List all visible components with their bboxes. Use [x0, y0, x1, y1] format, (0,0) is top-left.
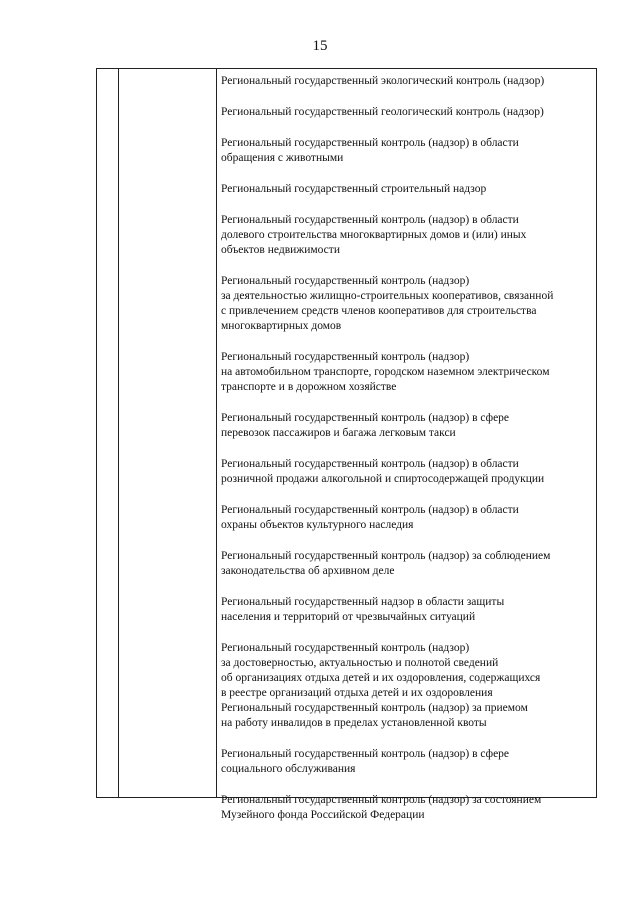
control-type-item: Региональный государственный экологический контроль (надзор) [221, 75, 545, 87]
control-type-item: Региональный государственный надзор в области защиты населения и территорий от чрезвычайных ситуаций [221, 596, 505, 623]
column-divider-2 [216, 69, 217, 797]
control-type-item: Региональный государственный контроль (надзор) в сфере социального обслуживания [221, 748, 510, 775]
control-type-item: Региональный государственный контроль (надзор) на автомобильном транспорте, городском наземном электрическом транспорте и в дорожном хозяйстве [221, 351, 550, 393]
control-types-table [96, 68, 597, 821]
control-type-item: Региональный государственный контроль (надзор) за соблюдением законодательства об архивном деле [221, 550, 551, 577]
column-divider-1 [118, 69, 119, 797]
control-type-item: Региональный государственный контроль (надзор) в области долевого строительства многоквартирных домов и (или) иных объектов недвижимости [221, 214, 527, 256]
control-type-item: Региональный государственный контроль (надзор) за деятельностью жилищно-строительных кооперативов, связанной с привлечением средств членов кооперативов для строительства многоквартирных домов [221, 275, 554, 332]
control-type-item: Региональный государственный геологический контроль (надзор) [221, 106, 544, 118]
control-type-item: Региональный государственный контроль (надзор) в сфере перевозок пассажиров и багажа легковым такси [221, 412, 510, 439]
table-cell-control-types [221, 74, 593, 839]
control-type-item: Региональный государственный контроль (надзор) в области обращения с животными [221, 137, 519, 164]
control-type-item: Региональный государственный строительный надзор [221, 183, 487, 195]
control-type-item: Региональный государственный контроль (надзор) в области охраны объектов культурного наследия [221, 504, 519, 531]
control-type-item: Региональный государственный контроль (надзор) за приемом на работу инвалидов в пределах установленной квоты [221, 702, 528, 729]
control-type-item: Региональный государственный контроль (надзор) в области розничной продажи алкогольной и спиртосодержащей продукции [221, 458, 545, 485]
page-number: 15 [312, 38, 328, 54]
control-type-item: Региональный государственный контроль (надзор) за состоянием Музейного фонда Российской Федерации [221, 794, 542, 821]
control-type-item: Региональный государственный контроль (надзор) за достоверностью, актуальностью и полнотой сведений об организациях отдыха детей и их оздоровления, содержащихся в реестре организаций отдыха детей и их оздоровления [221, 642, 541, 699]
